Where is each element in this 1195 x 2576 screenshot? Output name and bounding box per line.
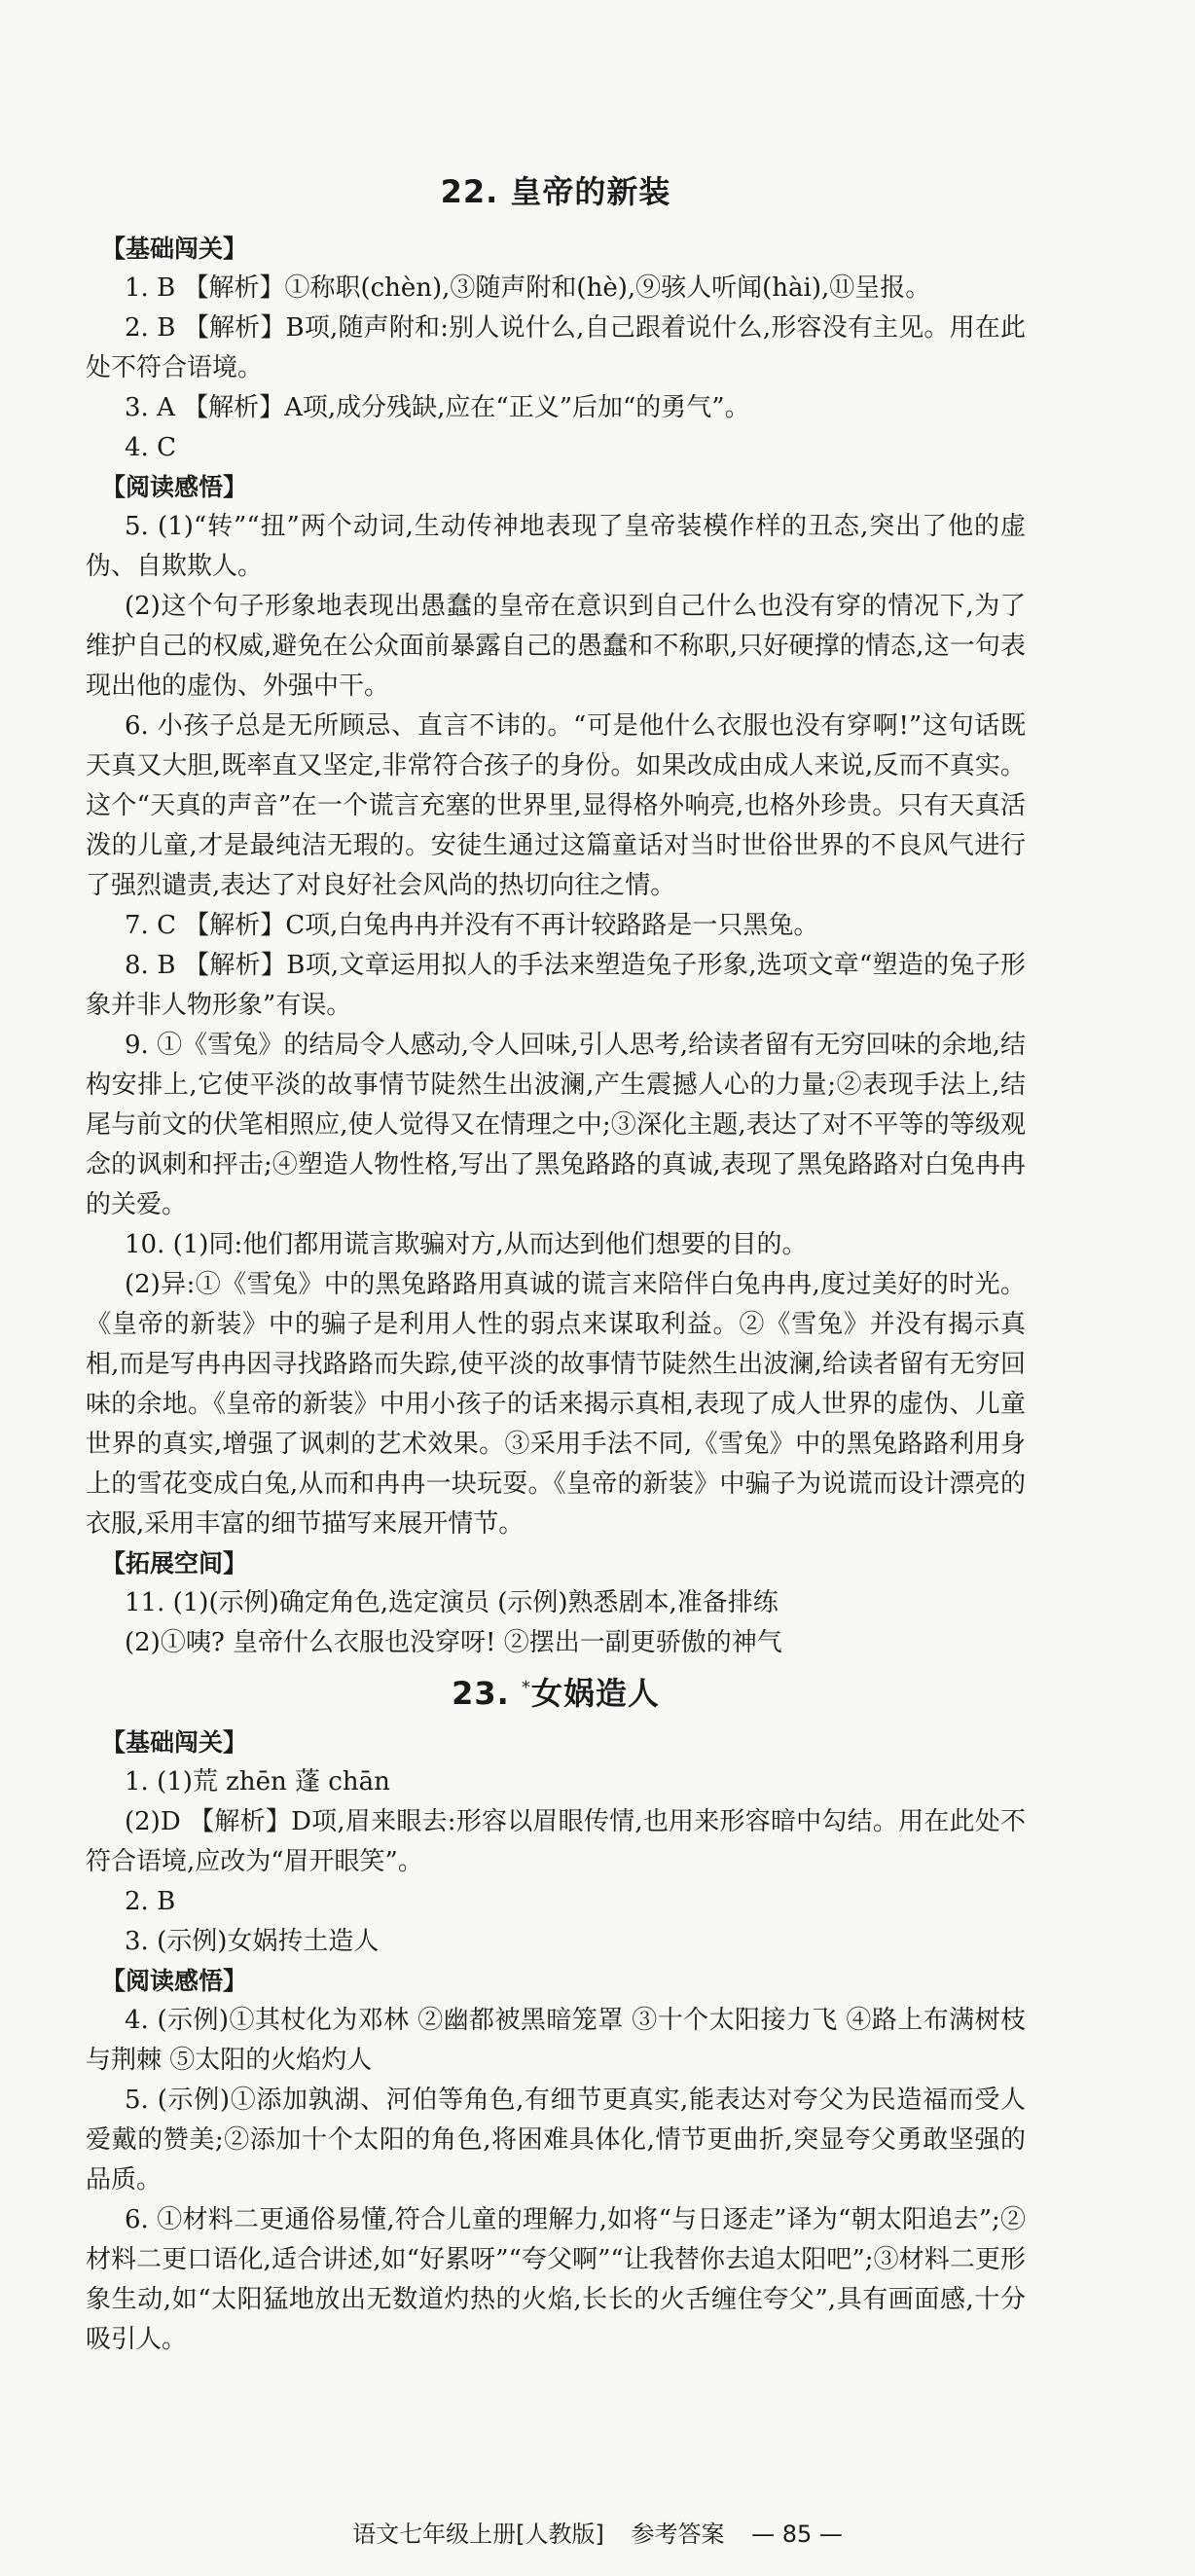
section-basic bbox=[86, 230, 1026, 468]
section-extension bbox=[86, 1544, 1026, 1663]
section-basic bbox=[86, 1723, 1026, 1962]
lesson-title: 22. 皇帝的新装 bbox=[440, 173, 671, 210]
lesson-name: 女娲造人 bbox=[530, 1675, 660, 1712]
answer-paragraph: 3. (示例)女娲抟土造人 bbox=[125, 1927, 380, 1956]
section-reading bbox=[86, 1962, 1026, 2360]
answer-paragraph: 6. 小孩子总是无所顾忌、直言不讳的。“可是他什么衣服也没有穿啊!”这句话既天真又大胆,既率直又坚定,非常符合孩子的身份。如果改成由成人来说,反而不真实。这个“天真的声音”在一个谎言充塞的世界里,显得格外响亮,也格外珍贵。只有天真活泼的儿童,才是最纯洁无瑕的。安徒生通过这篇童话对当时世俗世界的不良风气进行了强烈谴责,表达了对良好社会风尚的热切向往之情。 bbox=[86, 711, 1026, 900]
answer-paragraph: 4. (示例)①其杖化为邓林 ②幽都被黑暗笼罩 ③十个太阳接力飞 ④路上布满树枝与荆棘 ⑤太阳的火焰灼人 bbox=[86, 2006, 1026, 2075]
section-heading: 【阅读感悟】 bbox=[101, 473, 248, 501]
footer-book: 语文七年级上册[人教版] bbox=[352, 2521, 604, 2548]
answer-paragraph: 7. C 【解析】C项,白兔冉冉并没有不再计较路路是一只黑兔。 bbox=[125, 911, 819, 940]
answer-paragraph: (2)①咦? 皇帝什么衣服也没穿呀! ②摆出一副更骄傲的神气 bbox=[125, 1628, 782, 1657]
page-number: — 85 — bbox=[751, 2521, 843, 2548]
section-heading: 【拓展空间】 bbox=[101, 1549, 248, 1578]
answer-paragraph: 2. B 【解析】B项,随声附和:别人说什么,自己跟着说什么,形容没有主见。用在此处不符合语境。 bbox=[86, 313, 1026, 382]
section-heading: 【基础闯关】 bbox=[101, 1728, 248, 1757]
answer-paragraph: 8. B 【解析】B项,文章运用拟人的手法来塑造兔子形象,选项文章“塑造的兔子形象并非人物形象”有误。 bbox=[86, 951, 1026, 1020]
optional-mark: * bbox=[521, 1677, 531, 1698]
answer-paragraph: (2)异:①《雪兔》中的黑兔路路用真诚的谎言来陪伴白兔冉冉,度过美好的时光。《皇帝的新装》中的骗子是利用人性的弱点来谋取利益。②《雪兔》并没有揭示真相,而是写冉冉因寻找路路而失踪,使平淡的故事情节陡然生出波澜,给读者留有无穷回味的余地。《皇帝的新装》中用小孩子的话来揭示真相,表现了成人世界的虚伪、儿童世界的真实,增强了讽刺的艺术效果。③采用手法不同,《雪兔》中的黑兔路路利用身上的雪花变成白兔,从而和冉冉一块玩耍。《皇帝的新装》中骗子为说谎而设计漂亮的衣服,采用丰富的细节描写来展开情节。 bbox=[86, 1270, 1026, 1539]
answer-paragraph: 4. C bbox=[125, 433, 176, 462]
answer-paragraph: 11. (1)(示例)确定角色,选定演员 (示例)熟悉剧本,准备排练 bbox=[125, 1588, 779, 1617]
page-content bbox=[86, 152, 1026, 2360]
footer-label: 参考答案 bbox=[631, 2521, 725, 2548]
section-heading: 【基础闯关】 bbox=[101, 235, 248, 263]
answer-paragraph: 1. (1)荒 zhēn 蓬 chān bbox=[125, 1767, 390, 1796]
answer-paragraph: 1. B 【解析】①称职(chèn),③随声附和(hè),⑨骇人听闻(hài),⑪呈报。 bbox=[125, 273, 931, 303]
answer-paragraph: 5. (1)“转”“扭”两个动词,生动传神地表现了皇帝装模作样的丑态,突出了他的虚伪、自欺欺人。 bbox=[86, 512, 1026, 581]
answer-paragraph: 6. ①材料二更通俗易懂,符合儿童的理解力,如将“与日逐走”译为“朝太阳追去”;②材料二更口语化,适合讲述,如“好累呀”“夸父啊”“让我替你去追太阳吧”;③材料二更形象生动,如“太阳猛地放出无数道灼热的火焰,长长的火舌缠住夸父”,具有画面感,十分吸引人。 bbox=[86, 2205, 1026, 2354]
lesson-title bbox=[86, 1669, 1026, 1714]
answer-paragraph: 10. (1)同:他们都用谎言欺骗对方,从而达到他们想要的目的。 bbox=[125, 1230, 808, 1259]
answer-paragraph: (2)D 【解析】D项,眉来眼去:形容以眉眼传情,也用来形容暗中勾结。用在此处不符合语境,应改为“眉开眼笑”。 bbox=[86, 1807, 1026, 1876]
answer-paragraph: 2. B bbox=[125, 1887, 176, 1916]
section-heading: 【阅读感悟】 bbox=[101, 1967, 248, 1995]
answer-paragraph: 9. ①《雪兔》的结局令人感动,令人回味,引人思考,给读者留有无穷回味的余地,结构安排上,它使平淡的故事情节陡然生出波澜,产生震撼人心的力量;②表现手法上,结尾与前文的伏笔相照应,使人觉得又在情理之中;③深化主题,表达了对不平等的等级观念的讽刺和抨击;④塑造人物性格,写出了黑兔路路的真诚,表现了黑兔路路对白兔冉冉的关爱。 bbox=[86, 1031, 1026, 1219]
answer-paragraph: (2)这个句子形象地表现出愚蠢的皇帝在意识到自己什么也没有穿的情况下,为了维护自己的权威,避免在公众面前暴露自己的愚蠢和不称职,只好硬撑的情态,这一句表现出他的虚伪、外强中干。 bbox=[86, 592, 1026, 701]
answer-paragraph: 5. (示例)①添加孰湖、河伯等角色,有细节更真实,能表达对夸父为民造福而受人爱戴的赞美;②添加十个太阳的角色,将困难具体化,情节更曲折,突显夸父勇敢坚强的品质。 bbox=[86, 2086, 1026, 2195]
page-footer bbox=[0, 2515, 1195, 2549]
lesson-number: 23. bbox=[452, 1675, 522, 1712]
answer-paragraph: 3. A 【解析】A项,成分残缺,应在“正义”后加“的勇气”。 bbox=[125, 393, 750, 422]
section-reading bbox=[86, 468, 1026, 1544]
